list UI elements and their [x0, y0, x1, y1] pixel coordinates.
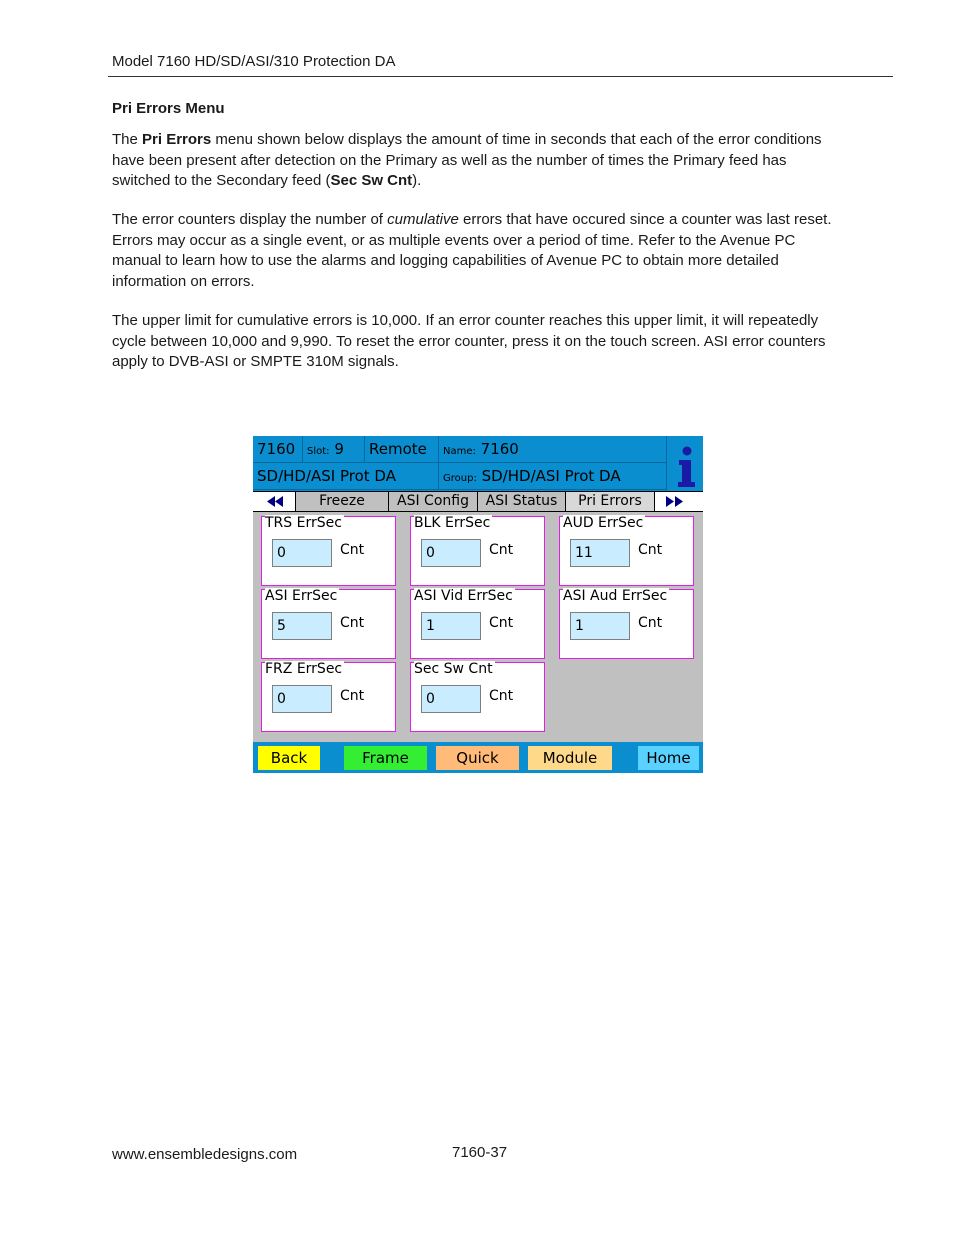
remote-status: Remote: [365, 436, 439, 463]
tab-bar: [253, 491, 703, 512]
counter-label: FRZ ErrSec: [265, 661, 343, 677]
group-cell: [439, 463, 667, 490]
tab-asi-config[interactable]: ASI Config: [389, 492, 478, 511]
tab-freeze[interactable]: Freeze: [296, 492, 389, 511]
counter-frz-errsec[interactable]: [261, 662, 396, 732]
name-value: 7160: [480, 440, 519, 458]
counter-value[interactable]: 0: [272, 685, 332, 713]
counter-unit: Cnt: [638, 615, 663, 631]
counter-value[interactable]: 5: [272, 612, 332, 640]
counter-value[interactable]: 1: [570, 612, 630, 640]
counter-asi-errsec[interactable]: [261, 589, 396, 659]
p2-text: The error counters display the number of: [112, 211, 388, 228]
name-cell: [439, 436, 667, 463]
paragraph-2: [112, 210, 847, 292]
frame-button[interactable]: Frame: [344, 746, 427, 770]
counter-asi-vid-errsec[interactable]: [410, 589, 545, 659]
bottom-button-bar: [253, 742, 703, 773]
counter-unit: Cnt: [340, 542, 365, 558]
counter-unit: Cnt: [489, 542, 514, 558]
counter-unit: Cnt: [638, 542, 663, 558]
p1-bold-sec-sw-cnt: Sec Sw Cnt: [330, 172, 413, 190]
group-value: SD/HD/ASI Prot DA: [481, 467, 621, 485]
p1-text: ).: [412, 172, 422, 190]
counter-blk-errsec[interactable]: [410, 516, 545, 586]
counter-label: ASI Aud ErrSec: [563, 588, 668, 604]
group-label: Group:: [443, 473, 477, 484]
counter-aud-errsec[interactable]: [559, 516, 694, 586]
running-header: Model 7160 HD/SD/ASI/310 Protection DA: [112, 53, 396, 70]
counter-value[interactable]: 0: [272, 539, 332, 567]
counter-value[interactable]: 0: [421, 685, 481, 713]
counter-label: ASI ErrSec: [265, 588, 338, 604]
quick-button[interactable]: Quick: [436, 746, 519, 770]
counter-label: ASI Vid ErrSec: [414, 588, 513, 604]
counter-unit: Cnt: [340, 615, 365, 631]
counter-unit: Cnt: [489, 688, 514, 704]
back-button[interactable]: Back: [258, 746, 320, 770]
counter-unit: Cnt: [489, 615, 514, 631]
scroll-left-icon[interactable]: [253, 492, 296, 511]
paragraph-3: The upper limit for cumulative errors is 10,000. If an error counter reaches this upper limit, it will repeatedly cycle between 10,000 and 9,990. To reset the error counter, press it on the touch screen. ASI error counters apply to DVB-ASI or SMPTE 310M signals.: [112, 312, 826, 371]
counter-label: AUD ErrSec: [563, 515, 644, 531]
counter-sec-sw-cnt[interactable]: [410, 662, 545, 732]
info-icon[interactable]: [667, 438, 703, 491]
footer-page-number: 7160-37: [452, 1144, 508, 1161]
slot-value: 9: [334, 440, 344, 458]
slot-cell: [303, 436, 365, 463]
counter-value[interactable]: 0: [421, 539, 481, 567]
counter-label: BLK ErrSec: [414, 515, 491, 531]
model-number: 7160: [253, 436, 303, 463]
screen-header: [253, 436, 703, 491]
counter-value[interactable]: 11: [570, 539, 630, 567]
scroll-right-icon[interactable]: [655, 492, 703, 511]
p2-italic: cumulative: [387, 211, 459, 228]
counter-trs-errsec[interactable]: [261, 516, 396, 586]
counter-label: TRS ErrSec: [265, 515, 342, 531]
section-heading: Pri Errors Menu: [112, 100, 225, 117]
p1-bold-pri-errors: Pri Errors: [142, 131, 212, 148]
module-button[interactable]: Module: [528, 746, 612, 770]
counter-unit: Cnt: [340, 688, 365, 704]
tab-asi-status[interactable]: ASI Status: [478, 492, 566, 511]
p2-text: errors that have occured since a counter was last reset. Errors may occur as a single event, or as multiple events over a period of time. Refer to the Avenue PC manual to learn how to use the alarms and logging capabilities of Avenue PC to obtain more detailed information on errors.: [112, 211, 832, 290]
footer-website: www.ensembledesigns.com: [112, 1146, 298, 1163]
header-rule: [108, 76, 893, 77]
counter-value[interactable]: 1: [421, 612, 481, 640]
slot-label: Slot:: [307, 446, 330, 457]
home-button[interactable]: Home: [638, 746, 699, 770]
paragraph-1: [112, 130, 847, 192]
p1-text: menu shown below displays the amount of time in seconds that each of the error conditions have been present after detection on the Primary as well as the number of times the Primary feed has switched to the Secondary feed (: [112, 131, 822, 190]
device-screen: [253, 436, 703, 773]
counter-label: Sec Sw Cnt: [414, 661, 493, 677]
p1-text: The: [112, 131, 143, 148]
counter-asi-aud-errsec[interactable]: [559, 589, 694, 659]
tab-pri-errors[interactable]: Pri Errors: [566, 492, 655, 511]
product-name: SD/HD/ASI Prot DA: [253, 463, 439, 490]
name-label: Name:: [443, 446, 476, 457]
